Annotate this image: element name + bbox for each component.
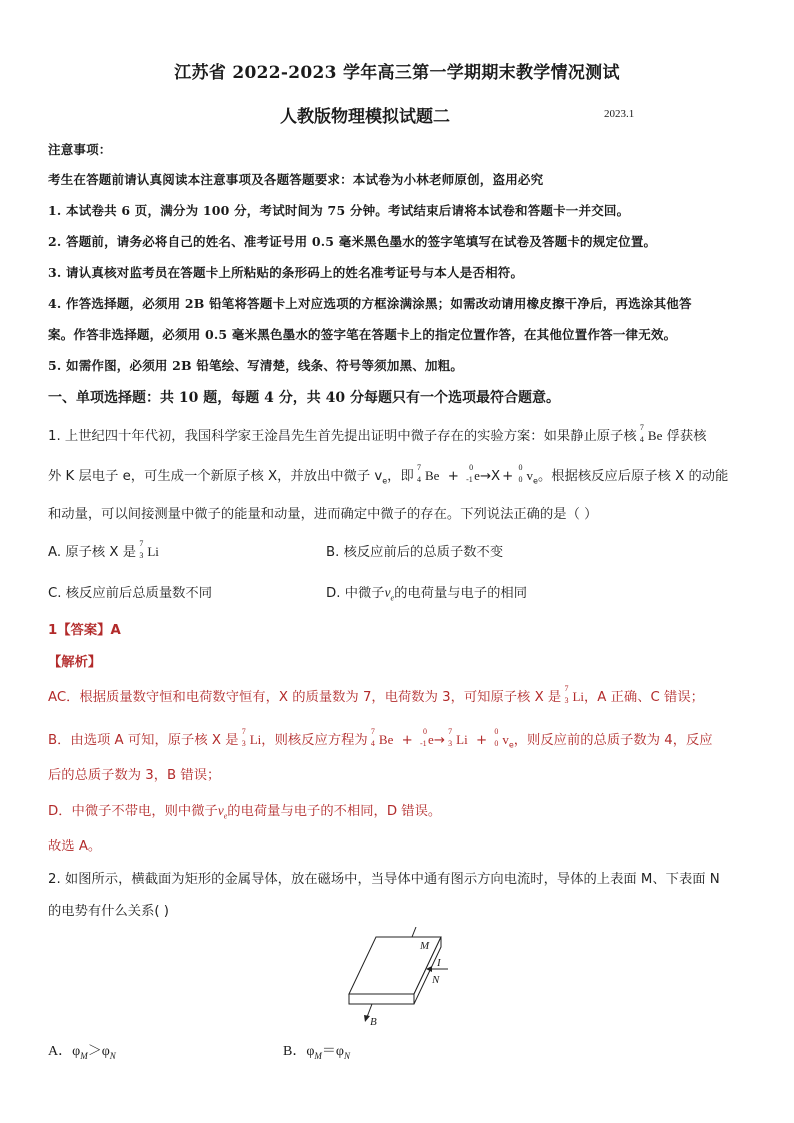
nuclide-li: 7 3 Li [241, 727, 262, 748]
answer-label: 1【答案】A [48, 623, 121, 638]
exam-date: 2023.1 [604, 108, 635, 120]
nuclide-be: 7 4 Be [417, 463, 440, 484]
analysis-d: D．中微子不带电，则中微子$v_e$的电荷量与电子的不相同，D 错误。 [48, 803, 442, 821]
nuclide-be: 7 4 Be [639, 423, 663, 444]
nuclide-nu: 0 0 v [494, 727, 509, 748]
nuclide-e: 0 -1 e [419, 727, 434, 748]
analysis-b-cont: 后的总质子数为 3，B 错误； [48, 768, 221, 783]
nuclide-e: 0 -1 e [466, 463, 480, 484]
analysis-conclusion: 故选 A。 [48, 839, 102, 854]
analysis-b: B．由选项 A 可知，原子核 X 是 7 3 Li，则核反应方程为 7 4 Be + 0 -1 e→ 7 3 Li + 0 0 $v_e$，则反应前的总质子数为 4，反应 [48, 727, 713, 750]
notice-line: 3. 请认真核对监考员在答题卡上所粘贴的条形码上的姓名准考证号与本人是否相符。 [48, 265, 524, 280]
notice-heading: 注意事项： [48, 142, 112, 157]
nuclide-li: 7 3 Li [139, 539, 159, 560]
label-n: N [432, 974, 440, 986]
nuclide-li: 7 3 Li [564, 684, 585, 705]
notice-line: 案。作答非选择题，必须用 0.5 毫米黑色墨水的签字笔在答题卡上的指定位置作答，在其他位置作答一律无效。 [48, 327, 677, 342]
section-heading: 一、单项选择题：共 10 题，每题 4 分，共 40 分每题只有一个选项最符合题意。 [48, 390, 560, 406]
notice-line: 2. 答题前，请务必将自己的姓名、准考证号用 0.5 毫米黑色墨水的签字笔填写在试卷及答题卡的规定位置。 [48, 234, 657, 249]
metal-conductor-diagram [346, 927, 456, 1027]
question-1-line-2: 外 K 层电子 e，可生成一个新原子核 X，并放出中微子 $v_e$，即 7 4 Be + 0 -1 e→X + 0 0 $v_e$。根据核反应后原子核 X 的动能 [48, 463, 729, 486]
page-subtitle: 人教版物理模拟试题二 [280, 107, 450, 127]
question-1-line-1: 1. 上世纪四十年代初，我国科学家王淦昌先生首先提出证明中微子存在的实验方案：如果静止原子核 7 4 Be 俘获核 [48, 423, 707, 444]
notice-line: 4. 作答选择题，必须用 2B 铅笔将答题卡上对应选项的方框涂满涂黑；如需改动请用橡皮擦干净后，再选涂其他答 [48, 296, 692, 311]
question-1-option-d: D. 中微子$v_e$的电荷量与电子的相同 [326, 585, 528, 603]
question-2-option-a: A．$\varphi_M>\varphi_N$ [48, 1044, 116, 1061]
question-2-option-b: B．$\varphi_M=\varphi_N$ [283, 1044, 351, 1061]
label-b: B [370, 1016, 377, 1027]
analysis-ac: AC．根据质量数守恒和电荷数守恒有，X 的质量数为 7，电荷数为 3，可知原子核 X 是 7 3 Li，A 正确、C 错误； [48, 684, 704, 705]
notice-line: 5. 如需作图，必须用 2B 铅笔绘、写清楚，线条、符号等须加黑、加粗。 [48, 358, 464, 373]
nuclide-nu: 0 0 v [518, 463, 534, 484]
question-1-option-a: A. 原子核 X 是 7 3 Li [48, 539, 159, 560]
label-i: I [437, 957, 441, 969]
nuclide-be: 7 4 Be [370, 727, 394, 748]
analysis-heading: 【解析】 [48, 655, 102, 670]
notice-line: 考生在答题前请认真阅读本注意事项及各题答题要求：本试卷为小林老师原创，盗用必究 [48, 172, 544, 187]
notice-line: 1. 本试卷共 6 页，满分为 100 分，考试时间为 75 分钟。考试结束后请将本试卷和答题卡一并交回。 [48, 203, 630, 218]
question-1-line-3: 和动量，可以间接测量中微子的能量和动量，进而确定中微子的存在。下列说法正确的是（ ） [48, 507, 598, 522]
question-2-line-2: 的电势有什么关系( ) [48, 904, 169, 919]
label-m: M [420, 940, 430, 952]
conductor-figure [346, 927, 456, 1031]
question-2-line-1: 2. 如图所示，横截面为矩形的金属导体，放在磁场中，当导体中通有图示方向电流时，导体的上表面 M、下表面 N [48, 872, 720, 887]
nuclide-li: 7 3 Li [448, 727, 468, 748]
question-1-option-b: B. 核反应前后的总质子数不变 [326, 545, 504, 560]
question-1-option-c: C. 核反应前后总质量数不同 [48, 586, 213, 601]
page-title: 江苏省 2022-2023 学年高三第一学期期末教学情况测试 [174, 63, 620, 83]
